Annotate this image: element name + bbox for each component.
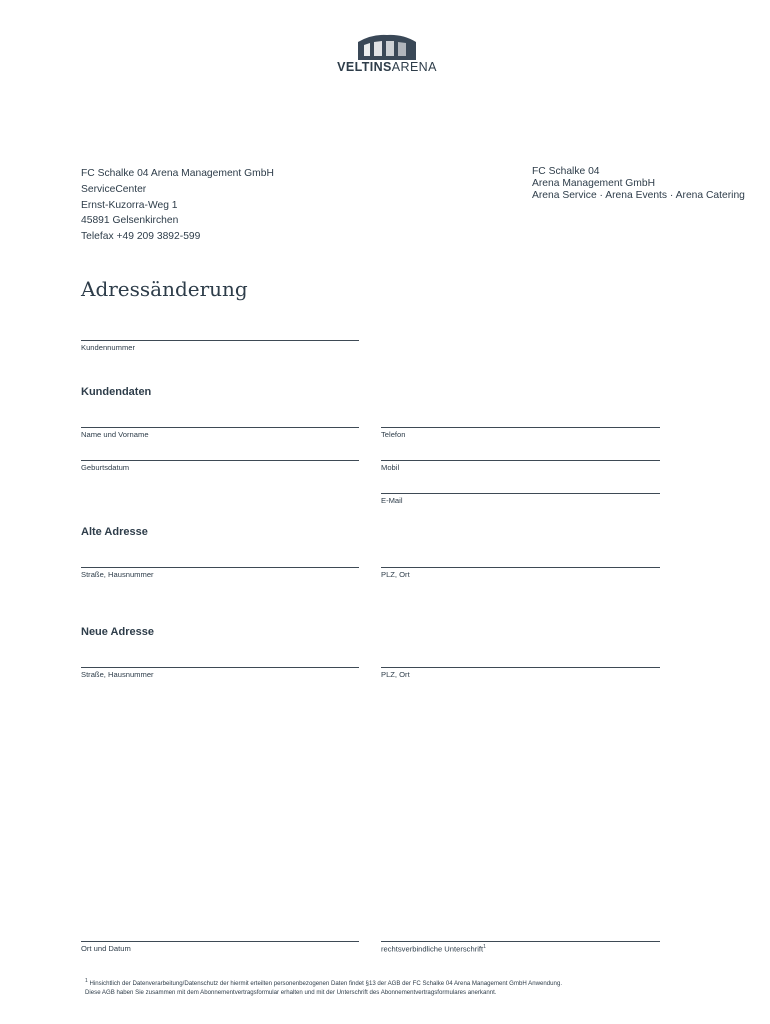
address-line: FC Schalke 04 Arena Management GmbH <box>81 168 274 179</box>
geburtsdatum-field[interactable] <box>81 460 359 472</box>
sender-line: FC Schalke 04 <box>532 166 600 177</box>
alt-strasse-field[interactable] <box>81 567 359 579</box>
field-label: Mobil <box>381 463 400 472</box>
section-neue-adresse: Neue Adresse <box>81 626 154 638</box>
input-line[interactable] <box>381 493 660 494</box>
logo-brand-light: ARENA <box>391 60 437 74</box>
address-line: Ernst-Kuzorra-Weg 1 <box>81 199 178 211</box>
sender-line: Arena Management GmbH <box>532 178 656 190</box>
sender-address <box>532 166 745 203</box>
unterschrift-field[interactable] <box>381 941 660 954</box>
email-field[interactable] <box>381 493 660 505</box>
field-label: Kundennummer <box>81 343 136 352</box>
field-label: Ort und Datum <box>81 944 131 953</box>
footnote-marker: 1 <box>85 978 88 984</box>
field-label: Geburtsdatum <box>81 463 130 472</box>
page-title: Adressänderung <box>81 277 248 301</box>
neu-strasse-field[interactable] <box>81 667 359 679</box>
address-line: Telefax +49 209 3892-599 <box>81 231 201 243</box>
input-line[interactable] <box>81 667 359 668</box>
input-line[interactable] <box>381 667 660 668</box>
neu-plz-field[interactable] <box>381 667 660 679</box>
field-label: PLZ, Ort <box>381 670 410 679</box>
field-label <box>381 944 660 954</box>
input-line[interactable] <box>381 460 660 461</box>
ort-datum-field[interactable] <box>81 941 359 953</box>
recipient-address <box>81 166 274 245</box>
footnote-line-2: Diese AGB haben Sie zusammen mit dem Abonnementvertragsformular erhalten und mit der Unterschrift des Abonnementvertragsformulares anerkannt. <box>85 989 497 997</box>
name-field[interactable] <box>81 427 359 439</box>
telefon-field[interactable] <box>381 427 660 439</box>
field-label: Name und Vorname <box>81 430 149 439</box>
field-label: Telefon <box>381 430 406 439</box>
input-line[interactable] <box>81 340 359 341</box>
sender-line: Arena Service · Arena Events · Arena Catering <box>532 190 745 202</box>
footnote-reference: 1 <box>483 944 486 950</box>
field-label: Straße, Hausnummer <box>81 570 154 579</box>
input-line[interactable] <box>81 941 359 942</box>
input-line[interactable] <box>81 427 359 428</box>
input-line[interactable] <box>381 567 660 568</box>
input-line[interactable] <box>381 427 660 428</box>
field-label: E-Mail <box>381 496 403 505</box>
field-label: Straße, Hausnummer <box>81 670 154 679</box>
mobil-field[interactable] <box>381 460 660 472</box>
logo-brand-bold: VELTINS <box>337 60 392 74</box>
field-label-text: rechtsverbindliche Unterschrift <box>381 944 484 954</box>
logo-wordmark <box>337 60 437 74</box>
footnote-line-1 <box>85 977 562 988</box>
address-line: 45891 Gelsenkirchen <box>81 215 179 227</box>
section-alte-adresse: Alte Adresse <box>81 526 148 538</box>
address-line: ServiceCenter <box>81 183 147 195</box>
alt-plz-field[interactable] <box>381 567 660 579</box>
footnote-text: Hinsichtlich der Datenverarbeitung/Datenschutz der hiermit erteilten personenbezogenen Daten findet §13 der AGB der FC Schalke 04 Arena Management GmbH Anwendung. <box>89 980 563 988</box>
input-line[interactable] <box>381 941 660 942</box>
input-line[interactable] <box>81 567 359 568</box>
veltins-arena-logo-icon <box>356 34 418 60</box>
input-line[interactable] <box>81 460 359 461</box>
field-label: PLZ, Ort <box>381 570 410 579</box>
footnote <box>85 977 562 998</box>
kundennummer-field[interactable] <box>81 340 359 352</box>
section-kundendaten: Kundendaten <box>81 386 152 398</box>
